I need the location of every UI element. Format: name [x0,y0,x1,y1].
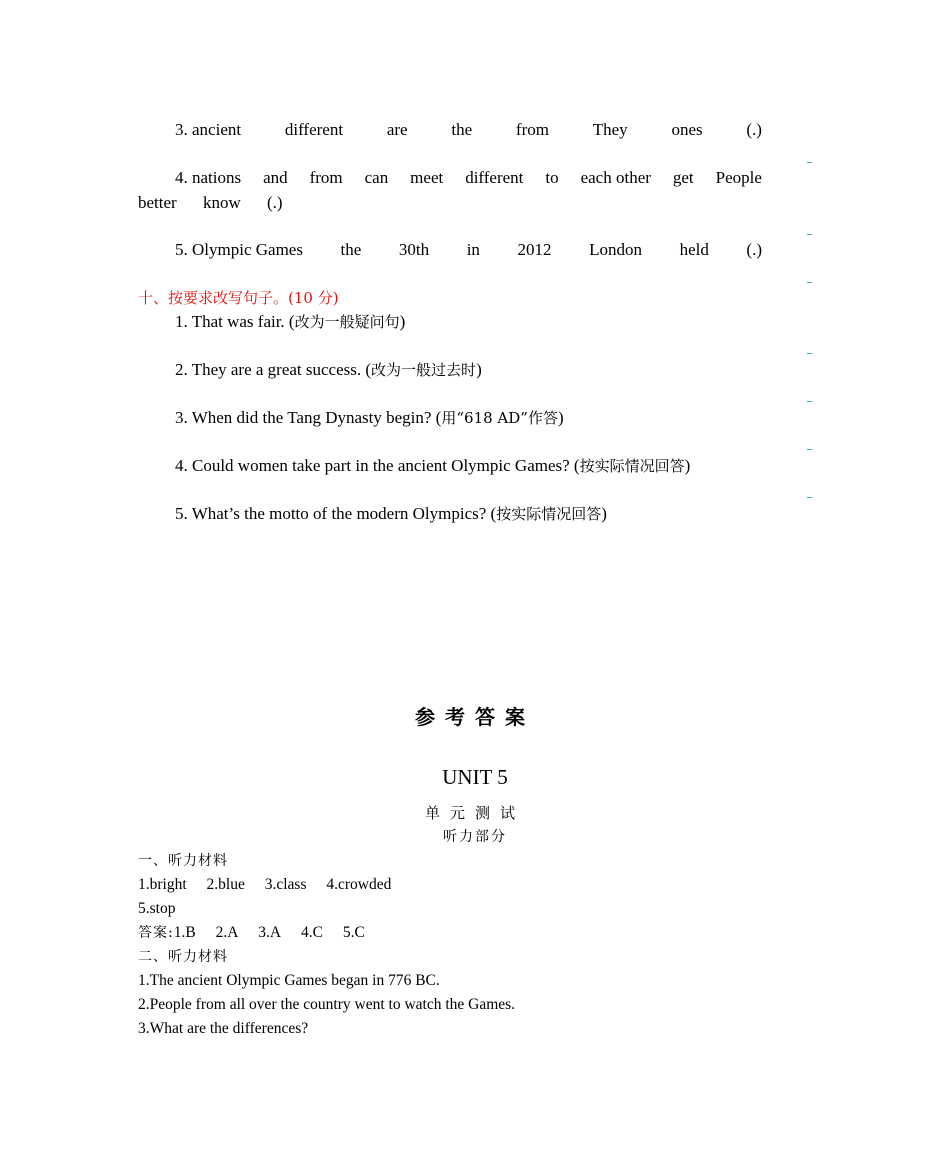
word: better [138,193,177,212]
word: 3.class [264,876,307,893]
word: each other [580,168,651,187]
item-text: 3. When did the Tang Dynasty begin? ( [175,408,442,427]
word: the [340,240,362,259]
word: can [364,168,389,187]
answers-heading: 参考答案 [415,707,535,729]
margin-mark [807,282,812,283]
word: 30th [398,240,430,259]
answer: 5.C [342,924,365,941]
item-end: ) [399,312,406,331]
item-end: ) [476,360,482,379]
rewrite-item-5 [175,504,607,524]
word: different [465,168,524,187]
word: from [515,120,549,139]
margin-mark [807,497,812,498]
margin-mark [807,234,812,235]
word: know [202,193,241,212]
item-end: ) [557,408,564,427]
section-title-text: 十、按要求改写句子。(10 分) [138,289,339,307]
word: get [672,168,694,187]
test-title: 单元测试 [424,804,525,822]
word: different [284,120,344,139]
sec1-words [138,875,407,895]
sec2-line-3: 3.What are the differences? [138,1020,309,1037]
margin-mark [807,449,812,450]
word: (.) [746,240,762,259]
answer: 1.B [173,924,196,941]
item-text: 5. What’s the motto of the modern Olympics? ( [175,504,497,523]
word: They [592,120,628,139]
item-text: 4. Could women take part in the ancient Olympic Games? ( [175,456,580,475]
word: People [715,168,762,187]
word: 4.crowded [326,876,392,893]
sec2-title: 二、听力材料 [138,949,228,965]
sec2-line-2: 2.People from all over the country went to watch the Games. [138,996,516,1013]
scramble-q4-line2 [138,193,305,213]
word: 1.bright [138,876,187,893]
word: (.) [266,193,283,212]
word: London [589,240,642,259]
scramble-q4-line1 [175,168,762,188]
sec1-title: 一、听力材料 [138,853,228,869]
margin-mark [807,401,812,402]
word: (.) [746,120,762,139]
item-end: ) [601,504,607,523]
word: held [679,240,709,259]
word: 5. Olympic Games [175,240,303,259]
rewrite-item-3 [175,408,564,428]
word: from [309,168,343,187]
section-title [138,288,339,308]
sec1-words-2: 5.stop [138,900,176,917]
item-note: 用“618 AD”作答 [441,409,558,427]
sec2-line-1: 1.The ancient Olympic Games began in 776 BC. [138,972,440,989]
item-note: 改为一般过去时 [371,361,477,379]
item-note: 按实际情况回答 [496,505,602,523]
word: 3. ancient [175,120,242,139]
part-title: 听力部分 [443,829,507,845]
answer-label: 答案: [138,925,174,941]
item-text: 1. That was fair. ( [175,312,295,331]
word: the [451,120,473,139]
margin-mark [807,353,812,354]
answer: 4.C [300,924,323,941]
word: are [386,120,408,139]
word: meet [410,168,444,187]
word: 2.blue [206,876,245,893]
answer: 2.A [215,924,239,941]
word: in [466,240,480,259]
sec1-answers [138,923,381,943]
item-text: 2. They are a great success. ( [175,360,372,379]
word: to [545,168,559,187]
word: and [263,168,288,187]
item-end: ) [684,456,691,475]
word: 4. nations [175,168,242,187]
word: ones [671,120,703,139]
item-note: 按实际情况回答 [579,457,685,475]
margin-mark [807,162,812,163]
unit-title: UNIT 5 [442,765,508,789]
scramble-q3 [175,120,762,140]
rewrite-item-4 [175,456,690,476]
rewrite-item-2 [175,360,482,380]
word: 2012 [517,240,552,259]
scramble-q5 [175,240,762,260]
rewrite-item-1 [175,312,405,332]
item-note: 改为一般疑问句 [294,313,400,331]
answer: 3.A [258,924,282,941]
